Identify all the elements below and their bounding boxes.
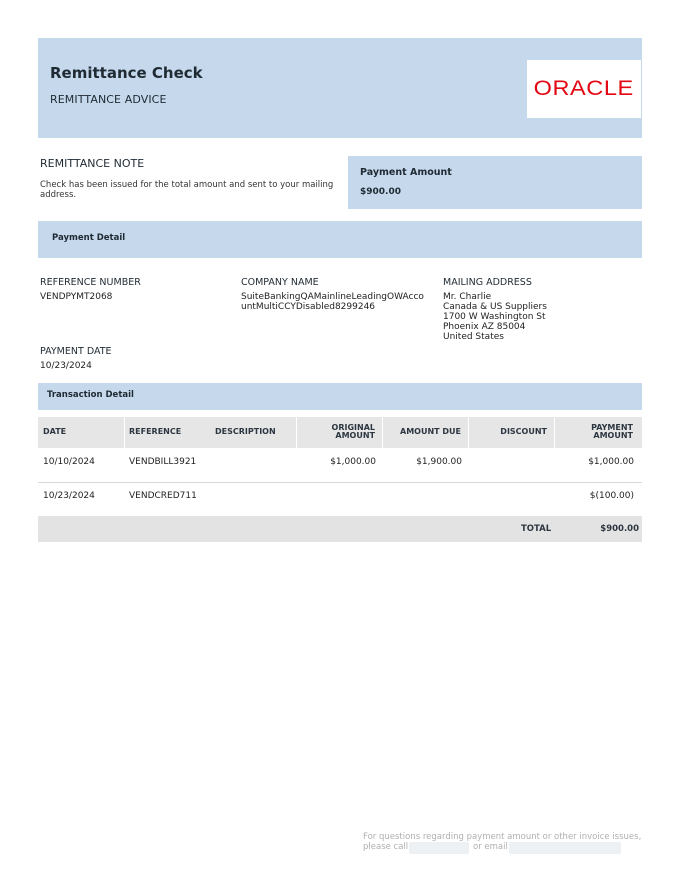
- column-header-payment-amount-line1: PAYMENT: [591, 423, 633, 432]
- table-row: [38, 482, 642, 516]
- reference-number-value: VENDPYMT2068: [40, 292, 113, 302]
- row-date: 10/23/2024: [43, 491, 95, 501]
- row-reference: VENDBILL3921: [129, 457, 197, 467]
- mailing-address-line: 1700 W Washington St: [443, 312, 546, 322]
- total-value: $900.00: [600, 524, 639, 534]
- mailing-address-line: Canada & US Suppliers: [443, 302, 547, 312]
- column-header-original-amount: [297, 424, 375, 440]
- column-header-reference: REFERENCE: [129, 427, 182, 436]
- total-row: [38, 516, 642, 542]
- total-label: TOTAL: [521, 524, 552, 534]
- column-header-original-amount-line1: ORIGINAL: [331, 423, 375, 432]
- row-payment-amount: $(100.00): [589, 491, 634, 501]
- mailing-address-label: MAILING ADDRESS: [443, 277, 532, 288]
- row-reference: VENDCRED711: [129, 491, 197, 501]
- column-header-payment-amount: [555, 424, 633, 440]
- footer-contact-line2: [363, 842, 633, 854]
- redacted-phone: [409, 842, 469, 854]
- payment-amount-box: [348, 156, 642, 209]
- row-payment-amount: $1,000.00: [588, 457, 634, 467]
- payment-detail-title: Payment Detail: [52, 233, 126, 243]
- row-original-amount: $1,000.00: [330, 457, 376, 467]
- column-header-original-amount-line2: AMOUNT: [335, 431, 375, 440]
- column-header-description: DESCRIPTION: [215, 427, 276, 436]
- footer-call-text: please call: [363, 842, 409, 852]
- reference-number-label: REFERENCE NUMBER: [40, 277, 141, 288]
- column-divider: [124, 417, 125, 448]
- mailing-address-line: United States: [443, 332, 504, 342]
- company-name-value-line2: untMultiCCYDisabled8299246: [241, 302, 376, 312]
- document-title: Remittance Check: [50, 64, 203, 82]
- company-name-label: COMPANY NAME: [241, 277, 319, 288]
- redacted-email: [509, 842, 621, 854]
- remittance-note-title: REMITTANCE NOTE: [40, 157, 145, 170]
- payment-amount-label: Payment Amount: [360, 167, 452, 178]
- footer-email-text: or email: [473, 842, 508, 852]
- mailing-address-line: Phoenix AZ 85004: [443, 322, 526, 332]
- document-header: [38, 38, 642, 138]
- payment-amount-value: $900.00: [360, 187, 401, 197]
- transaction-detail-title: Transaction Detail: [47, 390, 134, 400]
- payment-detail-band: [38, 221, 642, 258]
- company-name-value-line1: SuiteBankingQAMainlineLeadingOWAcco: [241, 292, 424, 302]
- transaction-detail-band: [38, 383, 642, 410]
- column-header-payment-amount-line2: AMOUNT: [593, 431, 633, 440]
- column-header-date: DATE: [43, 427, 67, 436]
- document-subtitle: REMITTANCE ADVICE: [50, 93, 167, 106]
- mailing-address-line: Mr. Charlie: [443, 292, 492, 302]
- footer-contact-line1: For questions regarding payment amount or other invoice issues,: [363, 832, 642, 842]
- column-header-discount: DISCOUNT: [500, 427, 547, 436]
- oracle-logo-text: ORACLE: [533, 77, 635, 100]
- row-date: 10/10/2024: [43, 457, 95, 467]
- payment-date-value: 10/23/2024: [40, 361, 92, 371]
- row-amount-due: $1,900.00: [416, 457, 462, 467]
- column-header-amount-due: AMOUNT DUE: [400, 427, 461, 436]
- table-row: [38, 448, 642, 482]
- transaction-table-header: [38, 417, 642, 448]
- company-logo: [527, 60, 641, 118]
- remittance-note-body: Check has been issued for the total amount and sent to your mailing address.: [40, 180, 334, 200]
- payment-date-label: PAYMENT DATE: [40, 346, 112, 357]
